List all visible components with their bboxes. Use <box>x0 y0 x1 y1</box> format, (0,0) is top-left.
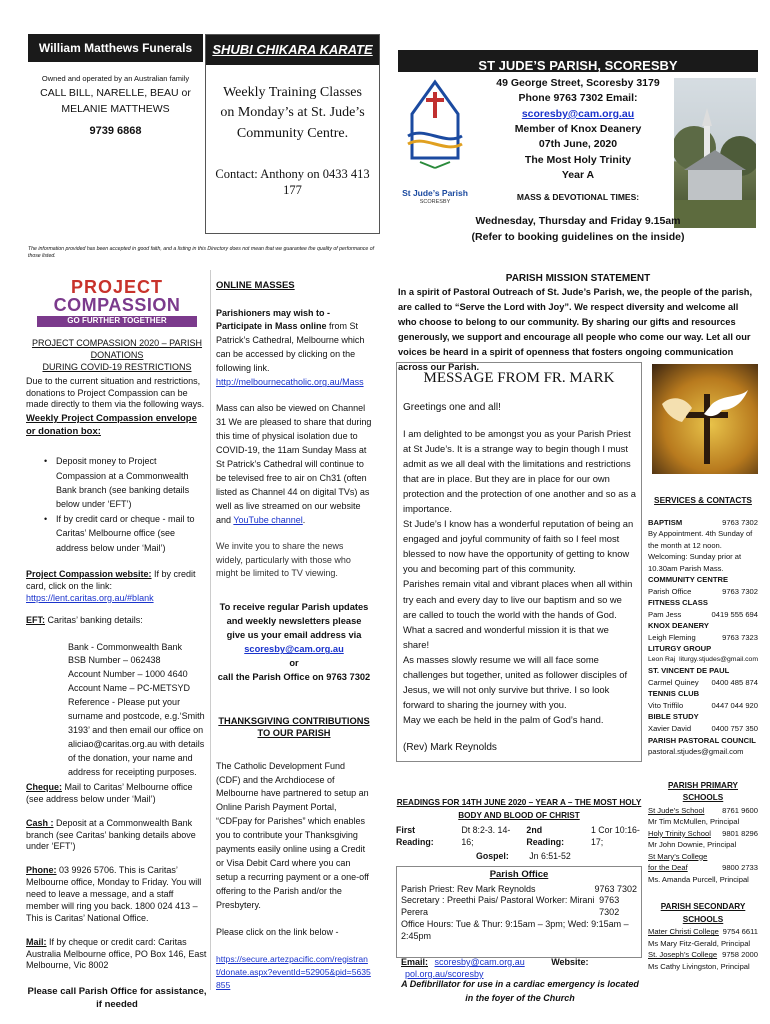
readings-first-second: First Reading: Dt 8:2-3. 14-16; 2nd Reading: 1 Cor 10:16-17; <box>396 825 640 847</box>
office-website-link[interactable]: pol.org.au/scoresby <box>405 968 484 979</box>
compassion-intro: Due to the current situation and restrictions, donations to Project Compassion can be made directly to them via the following ways. <box>26 375 205 410</box>
compassion-bullet: • Deposit money to Project Compassion at a Commonwealth Bank branch (see banking details below under ‘EFT’) <box>44 456 190 510</box>
mass-times-days: Wednesday, Thursday and Friday 9.15am <box>475 215 681 227</box>
dove-cross-image <box>652 364 758 474</box>
mass-times-heading: MASS & DEVOTIONAL TIMES: <box>516 192 640 203</box>
baptism-note: By Appointment. 4th Sunday of the month at 12 noon. Welcoming: Sunday prior at 10.30am Parish Mass. <box>648 529 753 573</box>
defibrillator-notice: A Defibrillator for use in a cardiac emergency is located in the foyer of the Church <box>401 979 639 1003</box>
readings-gospel: Gospel: Jn 6:51-52 <box>476 851 571 862</box>
readings-heading: READINGS FOR 14TH JUNE 2020 – YEAR A – THE MOST HOLY BODY AND BLOOD OF CHRIST <box>396 798 642 821</box>
cdf-description: The Catholic Development Fund (CDF) and the Archdiocese of Melbourne have partnered to setup an Online Parish Payment Portal, “CDFpay for Parishes” which enables you to contribute your Thanksgiving payments easily online using a Credit or Visa Debit Card where you can setup a recurring payment or a one-off offering to the Parish and/or the Presbytery. <box>216 760 369 910</box>
parish-year: Year A <box>561 168 595 181</box>
compassion-bullets <box>44 454 208 555</box>
mass-times <box>458 214 698 246</box>
cathedral-mass-link[interactable]: http://melbournecatholic.org.au/Mass <box>216 377 364 388</box>
compassion-eft: EFT: Caritas’ banking details: <box>26 614 143 625</box>
project-compassion-logo: PROJECT COMPASSION GO FURTHER TOGETHER <box>37 278 197 332</box>
office-priest: Parish Priest: Rev Mark Reynolds 9763 7302 <box>401 883 637 894</box>
compassion-bank-details: Bank - Commonwealth Bank BSB Number – 062438 Account Number – 1000 4640 Account Name – PC-METSYD Reference - Please put your surname and postcode, e.g.‘Smith 3193’ and then email our office on aliciao@caritas.org.au with details of the donation, your name and address for receipting purposes. <box>68 641 205 777</box>
compassion-website-link[interactable]: https://lent.caritas.org.au/#blank <box>26 592 154 603</box>
office-hours: Office Hours: Tue & Thur: 9:15am – 3pm; Wed: 9:15am – 2:45pm <box>401 919 629 942</box>
online-masses-p3: We invite you to share the news widely, particularly with those who might be limited to TV viewing. <box>216 540 351 579</box>
church-logo-icon <box>400 78 470 188</box>
updates-notice: To receive regular Parish updates and weekly newsletters please give us your email address via scoresby@cam.org.au or call the Parish Office on 9763 7302 <box>217 602 371 683</box>
cdf-payment-link[interactable]: https://secure.artezpacific.com/registrant/donate.aspx?eventId=52905&pid=5635855 <box>216 953 371 990</box>
primary-schools-heading: PARISH PRIMARY SCHOOLS <box>667 780 739 803</box>
parish-logo <box>400 78 470 208</box>
karate-contact: Contact: Anthony on 0433 413 177 <box>215 166 370 198</box>
readings-box <box>396 796 642 862</box>
online-masses <box>216 280 372 991</box>
karate-ad <box>205 34 380 234</box>
church-photo <box>674 78 756 228</box>
school-st-marys: St Mary’s College for the Deaf 9800 2733 <box>648 851 758 873</box>
message-greeting: Greetings one and all! <box>403 401 501 413</box>
parish-logo-sub: SCORESBY <box>419 199 451 206</box>
funerals-phone: 9739 6868 <box>89 124 142 137</box>
dove-cross-icon <box>652 364 758 474</box>
service-tennis: TENNIS CLUB <box>648 689 700 699</box>
parish-office-heading: Parish Office <box>489 869 549 880</box>
school-st-josephs: St. Joseph’s College 9758 2000 <box>648 950 758 960</box>
services-heading: SERVICES & CONTACTS <box>654 495 752 505</box>
service-liturgy: LITURGY GROUP <box>648 644 712 654</box>
parish-office-box <box>396 866 642 979</box>
school-holy-trinity: Holy Trinity School 9801 8296 <box>648 828 758 838</box>
youtube-link[interactable]: YouTube channel <box>233 514 303 525</box>
service-community-centre: COMMUNITY CENTRE <box>648 575 729 585</box>
secondary-schools-heading: PARISH SECONDARY SCHOOLS <box>660 902 746 924</box>
compassion-weekly: Weekly Project Compassion envelope or donation box: <box>26 413 197 437</box>
compassion-heading: PROJECT COMPASSION 2020 – PARISH DONATIONS <box>31 338 203 360</box>
message-body: I am delighted to be amongst you as your Parish Priest at St Jude’s. It is a strange way to begin though I must admit as we all deal with the limitations and restrictions that are in place. But they are in place for our own protection and the protection of one another and so as a importance. St Jude’s I know has a wonderful reputation of being an engaged and joyful community of faith so I feel most blessed to now have the opportunity of getting to know you and becoming part of this community. Parishes remain vital and vibrant places when all within try each and every day to live our baptism and so we are called to touch the world with the hands of God. What a sacred and wonderful mission it is that we share! As masses slowly resume we will all face some challenges but together, united as follower disciples of Jesus, we will not only survive but thrive. I so look forward to sharing the journey with you. May we each be held in the palm of God’s hand. <box>403 427 636 725</box>
project-compassion <box>26 270 208 1010</box>
column-divider <box>210 270 211 990</box>
message-box <box>396 362 642 762</box>
compassion-subheading: DURING COVID-19 RESTRICTIONS <box>42 361 192 372</box>
updates-email-link[interactable]: scoresby@cam.org.au <box>244 644 344 655</box>
parish-logo-text: St Jude’s Parish <box>402 188 468 198</box>
online-masses-heading: ONLINE MASSES <box>216 280 295 291</box>
compassion-cheque: Cheque: Mail to Caritas’ Melbourne office (see address below under ‘Mail’) <box>26 781 193 804</box>
parish-deanery: Member of Knox Deanery <box>514 122 642 135</box>
service-fitness: FITNESS CLASS <box>648 598 708 608</box>
service-baptism: BAPTISM 9763 7302 <box>648 517 758 527</box>
thanksgiving-heading: THANKSGIVING CONTRIBUTIONS TO OUR PARISH <box>218 716 370 739</box>
mission-statement <box>398 272 758 374</box>
parish-phone-email: Phone 9763 7302 Email: scoresby@cam.org.au <box>518 92 638 120</box>
message-signature: (Rev) Mark Reynolds <box>403 741 497 753</box>
compassion-mail: Mail: If by cheque or credit card: Caritas Australia Melbourne office, PO Box 146, East Melbourne, Vic 8002 <box>26 936 207 971</box>
parish-info <box>478 76 678 204</box>
compassion-footer: Please call Parish Office for assistance, if needed <box>27 986 207 1010</box>
disclaimer: The information provided has been accepted in good faith, and a listing in this Directory does not mean that we guarantee the quality of performance of those listed. <box>28 246 375 259</box>
parish-address: 49 George Street, Scoresby 3179 <box>496 77 660 89</box>
parish-title: ST JUDE’S PARISH, SCORESBY <box>398 34 758 72</box>
office-email-link[interactable]: scoresby@cam.org.au <box>434 956 525 967</box>
funerals-title: William Matthews Funerals <box>28 34 203 62</box>
karate-title: SHUBI CHIKARA KARATE <box>206 35 379 65</box>
parish-header <box>398 34 758 254</box>
cdf-click: Please click on the link below - <box>216 926 339 937</box>
service-vincent-de-paul: ST. VINCENT DE PAUL <box>648 666 730 676</box>
parish-feast: The Most Holy Trinity <box>524 153 632 166</box>
funerals-ad <box>28 34 203 196</box>
council-email: pastoral.stjudes@gmail.com <box>648 747 744 757</box>
office-email-website: Email: scoresby@cam.org.au Website: pol.org.au/scoresby <box>401 956 589 979</box>
services-contacts: SERVICES & CONTACTS BAPTISM 9763 7302 By Appointment. 4th Sunday of the month at 12 noon. Welcoming: Sunday prior at 10.30am Parish Mass. COMMUNITY CENTRE Parish Office 9763 7302 FITNESS CLASS Pam Jess 0419 555 694 KNOX DEANERY Leigh Fleming 9763 7323 LITURGY GROUP Leon Raj liturgy.stjudes@gmail.com ST. VINCENT DE PAUL Carmel Quiney 0400 485 874 TENNIS CLUB Vito Triffilo 0447 044 920 BIBLE STUDY Xavier David 0400 757 350 PARISH PASTORAL COUNCIL pastoral.stjudes@gmail.com PARISH PRIMARY SCHOOLS St Jude’s School 8761 9600 Mr Tim McMullen, Principal Holy Trinity School 9801 8296 Mr John Downie, Principal St Mary’s College for the Deaf 9800 2733 Ms. Amanda Purcell, Principal PARISH SECONDARY SCHOOLS Mater Christi College 9754 6611 Ms Mary Fitz-Gerald, Principal St. Joseph’s College 9758 2000 Ms Cathy Livingston, Principal <box>648 495 758 971</box>
compassion-cash: Cash : Deposit at a Commonwealth Bank branch (see Caritas’ banking details above under ‘EFT’) <box>26 817 196 852</box>
mission-heading: PARISH MISSION STATEMENT <box>505 273 651 284</box>
school-mater-christi: Mater Christi College 9754 6611 <box>648 927 758 937</box>
karate-description: Weekly Training Classes on Monday’s at St. Jude’s Community Centre. <box>220 85 365 141</box>
parish-date: 07th June, 2020 <box>538 138 618 151</box>
service-bible-study: BIBLE STUDY <box>648 712 699 722</box>
school-st-judes: St Jude’s School 8761 9600 <box>648 805 758 815</box>
compassion-website: Project Compassion website: If by credit card, click on the link: https://lent.caritas.org.au/#blank <box>26 569 196 603</box>
service-pastoral-council: PARISH PASTORAL COUNCIL <box>648 735 756 745</box>
online-masses-p2: Mass can also be viewed on Channel 31 We are pleased to share that during this time of physical isolation due to COVID-19, the 11am Sunday Mass at St Patrick’s Cathedral will continue to be televised free to air on Ch31 (often listed as Channel 44 on digital TVs) as well as live streamed on our website and YouTube channel. <box>216 403 372 525</box>
compassion-bullet: • If by credit card or cheque - mail to Caritas’ Melbourne office (see address below under ‘Mail’) <box>44 513 195 553</box>
church-building-icon <box>674 78 756 228</box>
office-secretary: Secretary : Preethi Pais/ Pastoral Worker: Mirani Perera 9763 7302 <box>401 895 620 918</box>
service-knox-deanery: KNOX DEANERY <box>648 621 709 631</box>
parish-email-link[interactable]: scoresby@cam.org.au <box>521 107 635 120</box>
compassion-phone: Phone: 03 9926 5706. This is Caritas’ Melbourne office, Monday to Friday. You will need to leave a message, and a staff member will ring you back. 1800 024 413 – This is Caritas’ National Office. <box>26 865 202 923</box>
funerals-names: CALL BILL, NARELLE, BEAU or MELANIE MATTHEWS <box>40 87 191 115</box>
mission-text: In a spirit of Pastoral Outreach of St. Jude’s Parish, we, the people of the parish, are called to “Serve the Lord with Joy”. We respect diversity and welcome all who choose to belong to our community. By sharing our gifts and resources generously, we support and encourage all people who come our way. Let all our voices be heard in a spirit of openness that fosters ongoing communication across our Parish. <box>398 287 753 372</box>
mass-booking-note: (Refer to booking guidelines on the inside) <box>471 230 685 243</box>
funerals-subtitle: Owned and operated by an Australian family <box>41 74 190 83</box>
message-heading: MESSAGE FROM FR. MARK <box>423 370 615 386</box>
online-masses-p1: Parishioners may wish to - Participate in Mass online from St Patrick’s Cathedral, Melbourne which can be accessed by clicking on the following link. http://melbournecatholic.org.au/Mass <box>216 307 365 388</box>
